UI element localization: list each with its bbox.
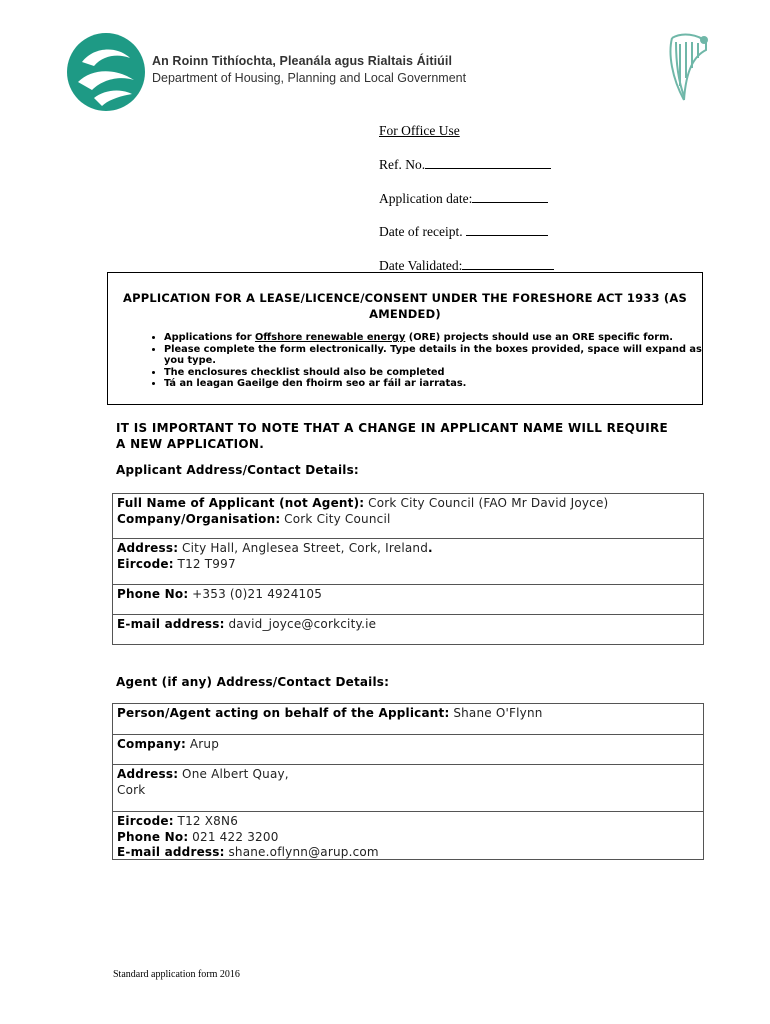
company-value[interactable]: Cork City Council bbox=[284, 511, 391, 526]
eircode-value[interactable]: T12 T997 bbox=[177, 556, 236, 571]
form-title-box bbox=[107, 272, 703, 405]
ref-no-field bbox=[379, 156, 551, 173]
applicant-section-title: Applicant Address/Contact Details: bbox=[116, 463, 359, 477]
agent-phone-label: Phone No: bbox=[117, 829, 189, 844]
agent-address-line1[interactable]: One Albert Quay, bbox=[182, 767, 289, 781]
instruction-item: • Please complete the form electronically. Type details in the boxes provided, space will expand as you type. bbox=[164, 344, 702, 367]
instruction-text: (ORE) projects should use an ORE specific form. bbox=[405, 332, 674, 343]
email-value[interactable]: david_joyce@corkcity.ie bbox=[228, 617, 377, 631]
important-note: IT IS IMPORTANT TO NOTE THAT A CHANGE IN APPLICANT NAME WILL REQUIRE A NEW APPLICATION. bbox=[116, 421, 669, 451]
ore-link[interactable]: Offshore renewable energy bbox=[254, 332, 406, 343]
instruction-item bbox=[164, 332, 702, 344]
phone-label: Phone No: bbox=[117, 587, 189, 601]
full-name-value[interactable]: Cork City Council (FAO Mr David Joyce) bbox=[368, 496, 609, 510]
agent-email-label: E-mail address: bbox=[117, 845, 225, 859]
footer-note: Standard application form 2016 bbox=[113, 969, 240, 980]
instructions-list bbox=[108, 332, 702, 390]
agent-eircode-label: Eircode: bbox=[117, 814, 174, 828]
agent-company-row[interactable] bbox=[113, 734, 703, 764]
company-label: Company/Organisation: bbox=[117, 511, 281, 526]
date-of-receipt-label: Date of receipt. bbox=[379, 224, 463, 239]
applicant-address-row[interactable]: Address: City Hall, Anglesea Street, Cork, Ireland. Eircode: T12 T997 bbox=[113, 538, 703, 584]
date-validated-line bbox=[462, 257, 554, 270]
email-label: E-mail address: bbox=[117, 617, 225, 631]
instruction-item: • Tá an leagan Gaeilge den fhoirm seo ar fáil ar iarratas. bbox=[164, 378, 702, 390]
office-use-title: For Office Use bbox=[379, 123, 460, 138]
date-validated-label: Date Validated: bbox=[379, 258, 463, 273]
address-value[interactable]: City Hall, Anglesea Street, Cork, Ireland bbox=[182, 541, 429, 555]
department-name bbox=[152, 54, 466, 85]
date-of-receipt-field bbox=[379, 223, 548, 240]
harp-emblem-icon bbox=[664, 30, 712, 104]
eircode-label: Eircode: bbox=[117, 556, 174, 571]
agent-eircode-value[interactable]: T12 X8N6 bbox=[177, 814, 239, 828]
form-title-heading: APPLICATION FOR A LEASE/LICENCE/CONSENT UNDER THE FORESHORE ACT 1933 (AS AMENDED) bbox=[123, 291, 687, 321]
agent-person-value[interactable]: Shane O'Flynn bbox=[453, 706, 543, 720]
department-name-irish: An Roinn Tithíochta, Pleanála agus Rialtais Áitiúil bbox=[152, 54, 453, 68]
agent-phone-value[interactable]: 021 422 3200 bbox=[192, 829, 279, 844]
agent-details-table bbox=[112, 703, 704, 860]
agent-company-label: Company: bbox=[117, 737, 187, 751]
instruction-item: • The enclosures checklist should also be completed bbox=[164, 367, 702, 379]
phone-value[interactable]: +353 (0)21 4924105 bbox=[192, 587, 323, 601]
applicant-details-table bbox=[112, 493, 704, 645]
ref-no-label: Ref. No. bbox=[379, 157, 426, 172]
applicant-email-row[interactable] bbox=[113, 614, 703, 644]
application-date-line bbox=[472, 190, 548, 203]
application-date-label: Application date: bbox=[379, 191, 473, 206]
agent-contact-row[interactable] bbox=[113, 811, 703, 859]
agent-person-label: Person/Agent acting on behalf of the Applicant: bbox=[117, 706, 450, 720]
address-label: Address: bbox=[117, 541, 179, 555]
agent-section-title: Agent (if any) Address/Contact Details: bbox=[116, 675, 390, 689]
department-name-english: Department of Housing, Planning and Local Government bbox=[152, 71, 467, 85]
instruction-text: Applications for bbox=[164, 332, 255, 343]
agent-person-row[interactable] bbox=[113, 704, 703, 734]
date-of-receipt-line bbox=[466, 223, 548, 236]
department-logo-icon bbox=[64, 32, 148, 112]
agent-company-value[interactable]: Arup bbox=[189, 737, 220, 751]
applicant-name-row[interactable] bbox=[113, 494, 703, 538]
ref-no-line bbox=[425, 156, 551, 169]
agent-address-label: Address: bbox=[117, 767, 179, 781]
application-date-field bbox=[379, 190, 548, 207]
full-name-label: Full Name of Applicant (not Agent): bbox=[117, 496, 365, 510]
applicant-phone-row[interactable] bbox=[113, 584, 703, 614]
agent-address-line2[interactable]: Cork bbox=[117, 782, 146, 797]
agent-address-row[interactable] bbox=[113, 764, 703, 811]
agent-email-value[interactable]: shane.oflynn@arup.com bbox=[228, 845, 379, 859]
